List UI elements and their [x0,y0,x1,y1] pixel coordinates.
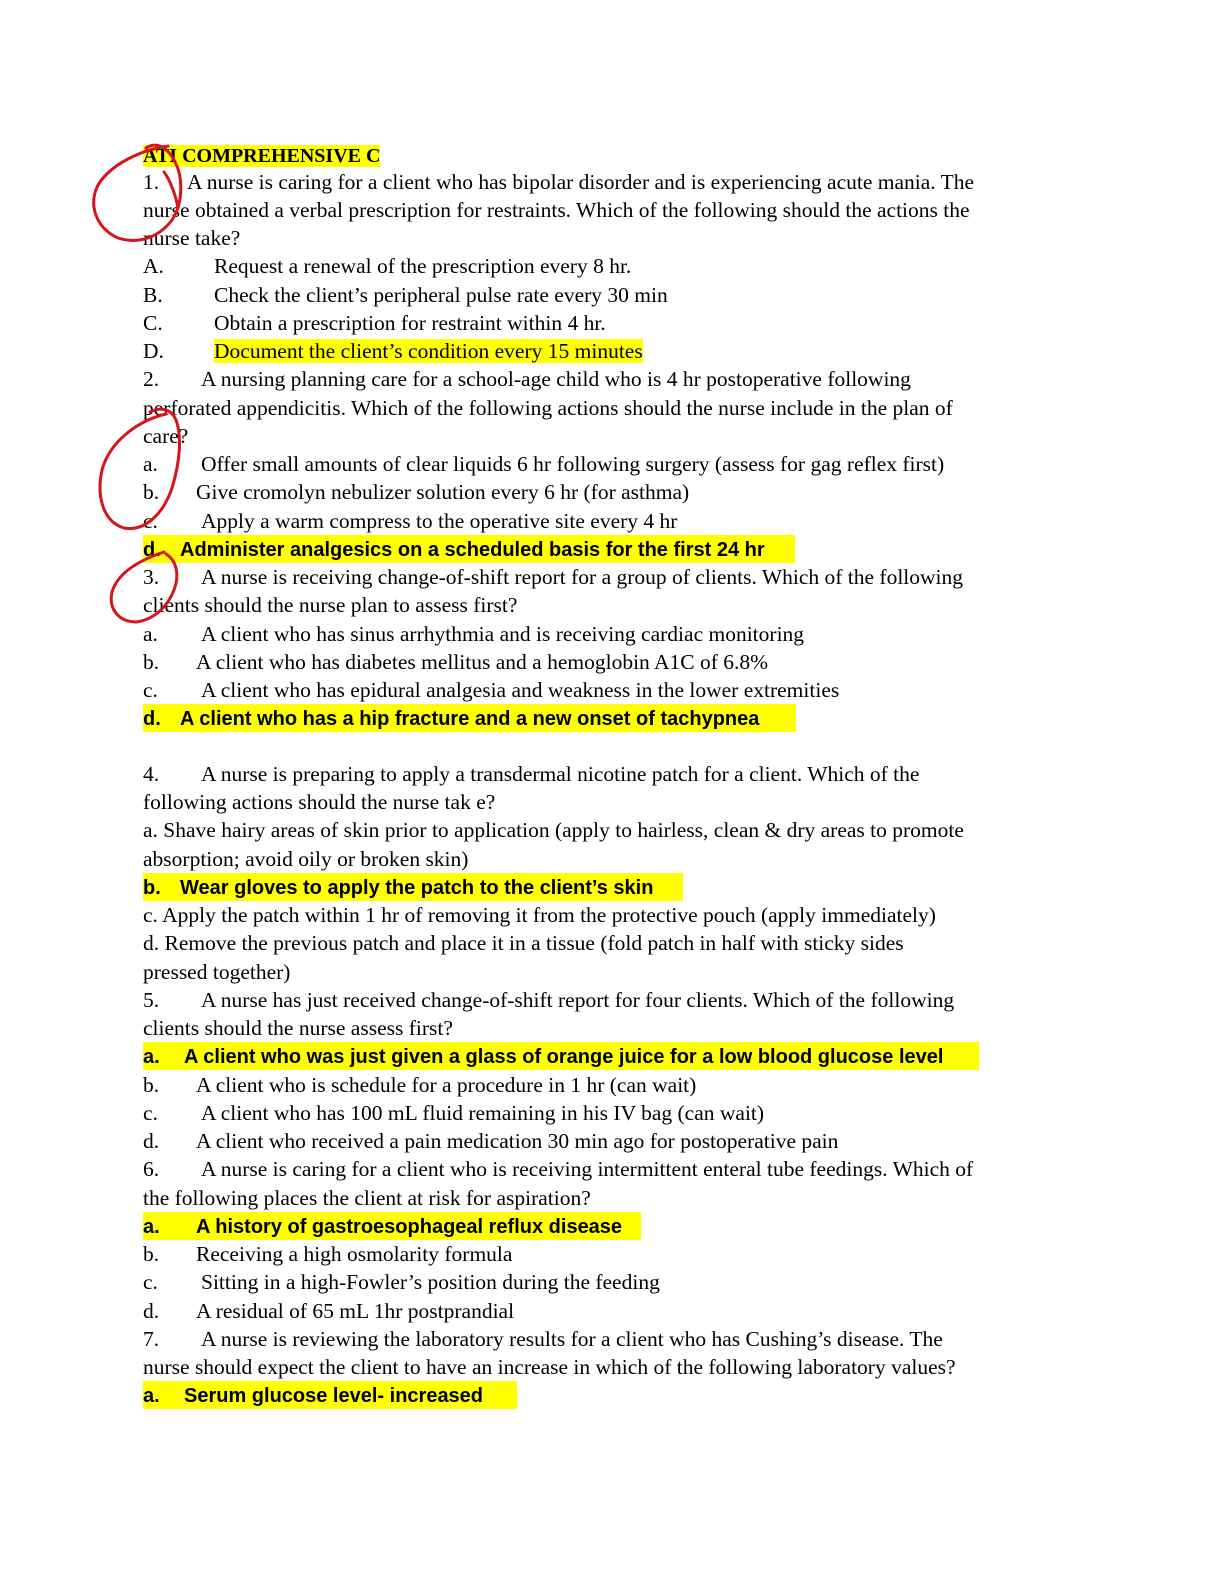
q1-option-c: C. Obtain a prescription for restraint within 4 hr. [143,311,606,335]
q4-option-a: a. Shave hairy areas of skin prior to application (apply to hairless, clean & dry areas to promote [143,818,964,842]
q2-option-d: d. Administer analgesics on a scheduled basis for the first 24 hr [143,535,795,563]
question-5-line-2: clients should the nurse assess first? [143,1016,453,1040]
q6-option-d: d. A residual of 65 mL 1hr postprandial [143,1299,515,1323]
q5-answer-highlight: A client who was just given a glass of orange juice for a low blood glucose level [184,1046,944,1068]
question-7-line-2: nurse should expect the client to have an increase in which of the following laboratory values? [143,1355,956,1379]
q6-option-c: c. Sitting in a high-Fowler’s position during the feeding [143,1270,660,1294]
question-1-line-2: nurse obtained a verbal prescription for restraints. Which of the following should the actions the [143,198,970,222]
q5-option-c: c. A client who has 100 mL fluid remaining in his IV bag (can wait) [143,1101,765,1125]
q1-option-a: A. Request a renewal of the prescription every 8 hr. [143,254,632,278]
question-7-line-1: 7. A nurse is reviewing the laboratory results for a client who has Cushing’s disease. The [143,1327,943,1351]
q5-option-d: d. A client who received a pain medication 30 min ago for postoperative pain [143,1129,839,1153]
q6-option-a: a. A history of gastroesophageal reflux disease [143,1212,641,1240]
q3-option-c: c. A client who has epidural analgesia and weakness in the lower extremities [143,678,840,702]
question-1-line-1: 1. A nurse is caring for a client who has bipolar disorder and is experiencing acute mania. The [143,170,975,194]
q2-option-b: b. Give cromolyn nebulizer solution every 6 hr (for asthma) [143,480,690,504]
q4-option-d: d. Remove the previous patch and place it in a tissue (fold patch in half with sticky sides [143,931,904,955]
question-4-line-2: following actions should the nurse tak e? [143,790,496,814]
q6-option-b: b. Receiving a high osmolarity formula [143,1242,513,1266]
question-2-line-1: 2. A nursing planning care for a school-age child who is 4 hr postoperative following [143,367,911,391]
q2-answer-highlight: Administer analgesics on a scheduled basis for the first 24 hr [180,539,765,561]
question-3-line-1: 3. A nurse is receiving change-of-shift report for a group of clients. Which of the following [143,565,964,589]
q3-option-b: b. A client who has diabetes mellitus and a hemoglobin A1C of 6.8% [143,650,769,674]
q1-option-d: D. Document the client’s condition every 15 minutes [143,339,643,363]
q6-answer-highlight: A history of gastroesophageal reflux disease [196,1216,623,1238]
title-text: ATI COMPREHENSIVE C [143,145,381,167]
q2-option-c: c. Apply a warm compress to the operative site every 4 hr [143,509,678,533]
question-4-line-1: 4. A nurse is preparing to apply a transdermal nicotine patch for a client. Which of the [143,762,920,786]
question-1-line-3: nurse take? [143,226,241,250]
q4-option-b: b. Wear gloves to apply the patch to the client’s skin [143,873,683,901]
question-6-line-1: 6. A nurse is caring for a client who is receiving intermittent enteral tube feedings. Which of [143,1157,974,1181]
q7-option-a: a. Serum glucose level- increased [143,1381,517,1409]
q7-answer-highlight: Serum glucose level- increased [184,1385,484,1407]
q1-option-b: B. Check the client’s peripheral pulse rate every 30 min [143,283,668,307]
q1-answer-highlight: Document the client’s condition every 15 minutes [214,339,643,363]
q4-option-d-cont: pressed together) [143,960,291,984]
q4-answer-highlight: Wear gloves to apply the patch to the client’s skin [180,877,654,899]
question-2-line-3: care? [143,424,189,448]
q3-option-a: a. A client who has sinus arrhythmia and is receiving cardiac monitoring [143,622,805,646]
q4-option-a-cont: absorption; avoid oily or broken skin) [143,847,469,871]
q5-option-b: b. A client who is schedule for a procedure in 1 hr (can wait) [143,1073,697,1097]
q3-option-d: d. A client who has a hip fracture and a new onset of tachypnea [143,704,796,732]
question-5-line-1: 5. A nurse has just received change-of-shift report for four clients. Which of the following [143,988,955,1012]
question-6-line-2: the following places the client at risk for aspiration? [143,1186,591,1210]
q4-option-c: c. Apply the patch within 1 hr of removing it from the protective pouch (apply immediately) [143,903,936,927]
document-title [143,141,380,169]
question-3-line-2: clients should the nurse plan to assess first? [143,593,518,617]
question-2-line-2: perforated appendicitis. Which of the following actions should the nurse include in the plan of [143,396,953,420]
q2-option-a: a. Offer small amounts of clear liquids 6 hr following surgery (assess for gag reflex first) [143,452,945,476]
q3-answer-highlight: A client who has a hip fracture and a new onset of tachypnea [180,708,760,730]
q5-option-a: a. A client who was just given a glass of orange juice for a low blood glucose level [143,1042,979,1070]
